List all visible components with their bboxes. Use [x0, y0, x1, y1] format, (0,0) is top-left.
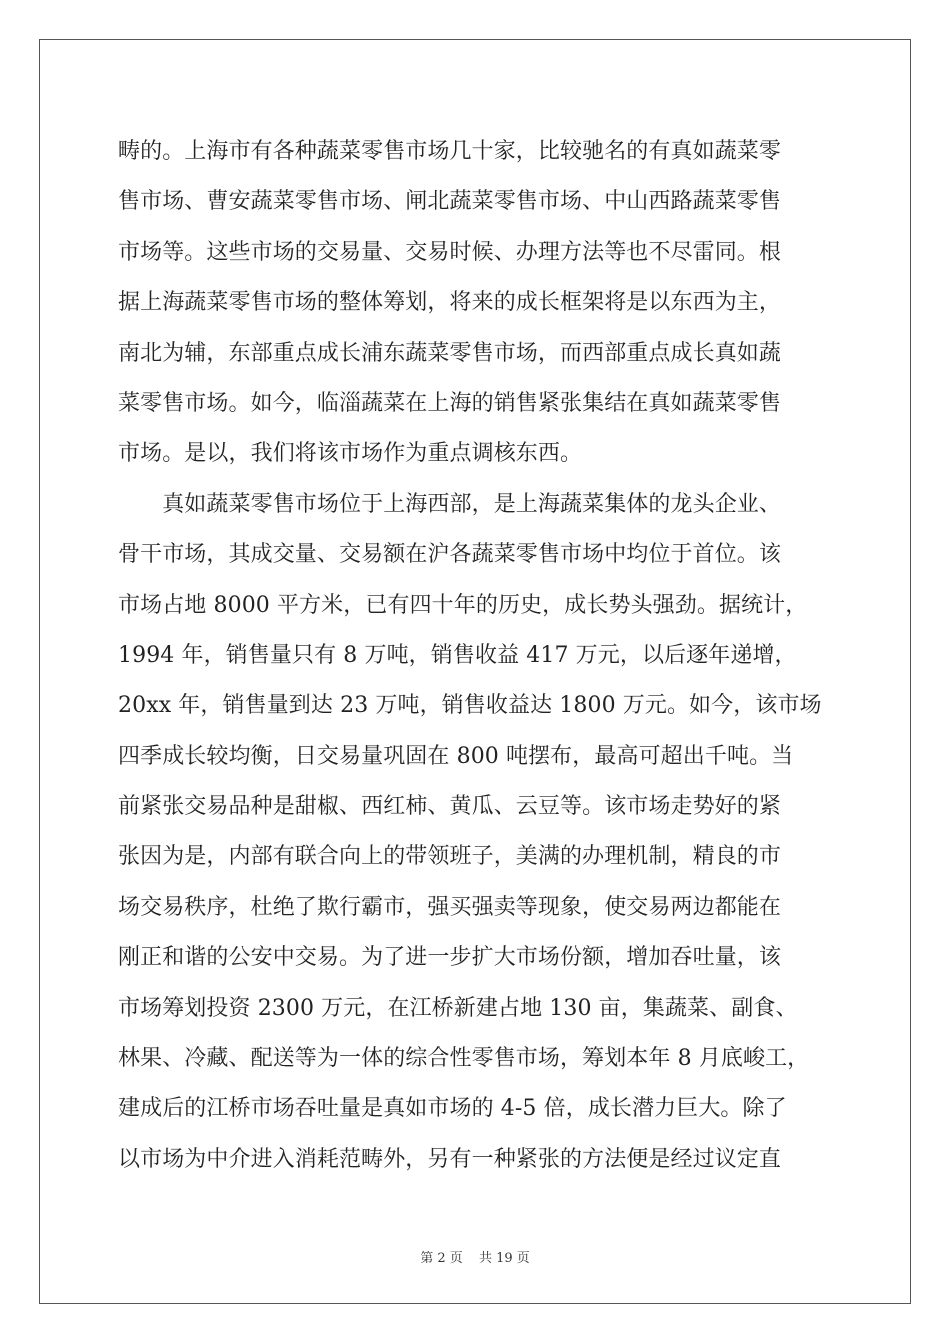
text-line: 售市场、曹安蔬菜零售市场、闸北蔬菜零售市场、中山西路蔬菜零售: [118, 189, 782, 215]
text-line: 刚正和谐的公安中交易。为了进一步扩大市场份额，增加吞吐量，该: [118, 945, 782, 971]
text-line: 以市场为中介进入消耗范畴外，另有一种紧张的方法便是经过议定直: [118, 1146, 782, 1172]
text-line: 南北为辅，东部重点成长浦东蔬菜零售市场，而西部重点成长真如蔬: [118, 340, 782, 366]
text-line: 市场占地 8000 平方米，已有四十年的历史，成长势头强劲。据统计，: [118, 592, 808, 618]
text-line: 市场等。这些市场的交易量、交易时候、办理方法等也不尽雷同。根: [118, 239, 782, 265]
text-line: 四季成长较均衡，日交易量巩固在 800 吨摆布，最高可超出千吨。当: [118, 743, 794, 769]
page-footer: [0, 1247, 950, 1266]
text-line: 1994 年，销售量只有 8 万吨，销售收益 417 万元，以后逐年递增，: [118, 642, 797, 668]
text-line: 张因为是，内部有联合向上的带领班子，美满的办理机制，精良的市: [118, 844, 782, 870]
text-line: 前紧张交易品种是甜椒、西红柿、黄瓜、云豆等。该市场走势好的紧: [118, 794, 782, 820]
text-line: 林果、冷藏、配送等为一体的综合性零售市场，筹划本年 8 月底峻工，: [118, 1046, 810, 1072]
page-number: 第 2 页: [420, 1251, 463, 1266]
text-line: 市场。是以，我们将该市场作为重点调核东西。: [118, 441, 583, 467]
text-line: 建成后的江桥市场吞吐量是真如市场的 4-5 倍，成长潜力巨大。除了: [118, 1096, 787, 1122]
text-line: 场交易秩序，杜绝了欺行霸市，强买强卖等现象，使交易两边都能在: [118, 894, 782, 920]
document-body: [118, 127, 836, 1185]
text-line: 真如蔬菜零售市场位于上海西部，是上海蔬菜集体的龙头企业、: [118, 491, 782, 517]
text-line: 畴的。上海市有各种蔬菜零售市场几十家，比较驰名的有真如蔬菜零: [118, 139, 782, 164]
text-line: 20xx 年，销售量到达 23 万吨，销售收益达 1800 万元。如今，该市场: [118, 693, 822, 719]
text-line: 市场筹划投资 2300 万元，在江桥新建占地 130 亩，集蔬菜、副食、: [118, 995, 798, 1021]
page-total: 共 19 页: [478, 1251, 530, 1266]
text-line: 骨干市场，其成交量、交易额在沪各蔬菜零售市场中均位于首位。该: [118, 542, 782, 568]
text-line: 菜零售市场。如今，临淄蔬菜在上海的销售紧张集结在真如蔬菜零售: [118, 390, 782, 416]
text-line: 据上海蔬菜零售市场的整体筹划，将来的成长框架将是以东西为主，: [118, 290, 782, 316]
